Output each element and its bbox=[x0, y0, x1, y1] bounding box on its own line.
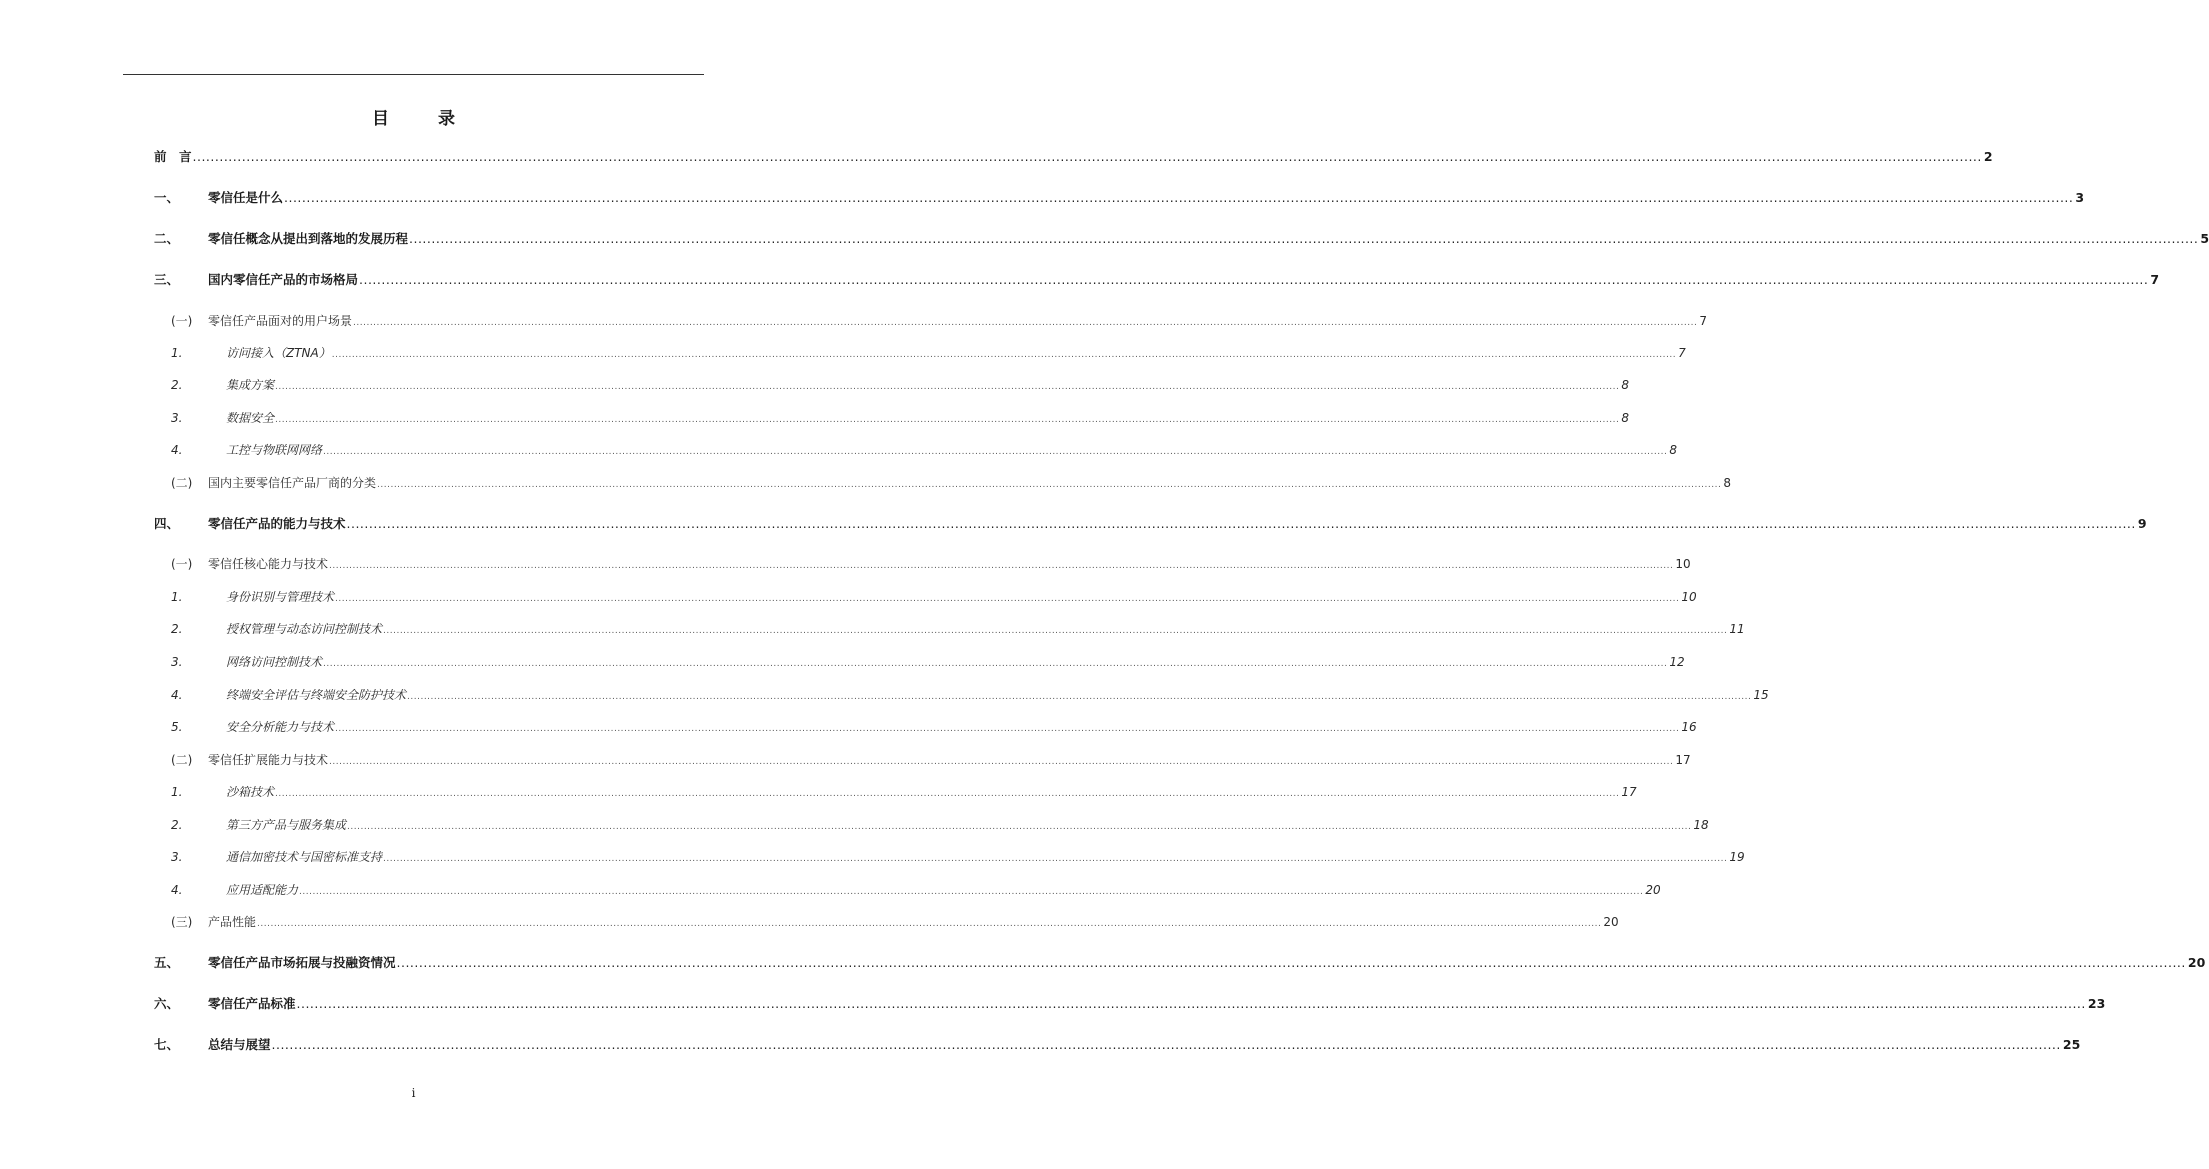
toc-entry-title: 零信任产品面对的用户场景 bbox=[208, 314, 353, 328]
toc-entry[interactable] bbox=[171, 619, 1745, 639]
toc-entry-number: 四、 bbox=[154, 516, 180, 531]
toc-entry-page: 11 bbox=[1729, 622, 1745, 636]
toc-entry[interactable] bbox=[171, 717, 1697, 737]
toc-entry-number: 3. bbox=[171, 655, 183, 669]
toc-entry-page: 7 bbox=[1678, 346, 1686, 360]
toc-entry[interactable] bbox=[154, 270, 2160, 290]
toc-entry[interactable] bbox=[171, 554, 1691, 574]
toc-entry-number: 1. bbox=[171, 590, 183, 604]
toc-entry-number: (二) bbox=[171, 753, 193, 767]
toc-entry-page: 10 bbox=[1681, 590, 1697, 604]
toc-entry[interactable] bbox=[171, 880, 1661, 900]
toc-entry-number: 七、 bbox=[154, 1037, 180, 1052]
toc-leader-dots: ................................................................................................................................................................................................................................................................................................................................................................................................................ bbox=[346, 516, 2136, 531]
toc-entry-title: 沙箱技术 bbox=[226, 785, 275, 799]
toc-leader-dots: ................................................................................................................................................................................................................................................................................................................................................................................................................ bbox=[383, 626, 1728, 636]
toc-entry[interactable] bbox=[171, 652, 1685, 672]
toc-entry-number: 三、 bbox=[154, 272, 180, 287]
toc-leader-dots: ................................................................................................................................................................................................................................................................................................................................................................................................................ bbox=[275, 789, 1620, 799]
toc-entry-title: 国内零信任产品的市场格局 bbox=[208, 272, 359, 287]
toc-entry[interactable] bbox=[154, 514, 2147, 534]
toc-entry-title: 零信任概念从提出到落地的发展历程 bbox=[208, 231, 409, 246]
toc-leader-dots: ................................................................................................................................................................................................................................................................................................................................................................................................................ bbox=[192, 149, 1982, 164]
toc-entry-title: 零信任核心能力与技术 bbox=[208, 557, 329, 571]
toc-entry-page: 10 bbox=[1675, 557, 1691, 571]
toc-entry[interactable] bbox=[171, 587, 1697, 607]
toc-leader-dots: ................................................................................................................................................................................................................................................................................................................................................................................................................ bbox=[383, 854, 1728, 864]
toc-entry-page: 23 bbox=[2087, 996, 2106, 1011]
toc-leader-dots: ................................................................................................................................................................................................................................................................................................................................................................................................................ bbox=[359, 272, 2149, 287]
toc-leader-dots: ................................................................................................................................................................................................................................................................................................................................................................................................................ bbox=[299, 887, 1644, 897]
toc-entry-page: 7 bbox=[1699, 314, 1707, 328]
toc-entry-page: 17 bbox=[1621, 785, 1637, 799]
toc-entry-title: 零信任产品标准 bbox=[208, 996, 296, 1011]
toc-entry[interactable] bbox=[171, 473, 1731, 493]
toc-entry-number: 2. bbox=[171, 622, 183, 636]
toc-entry-number: 2. bbox=[171, 818, 183, 832]
toc-entry-page: 8 bbox=[1621, 411, 1629, 425]
toc-leader-dots: ................................................................................................................................................................................................................................................................................................................................................................................................................ bbox=[347, 822, 1692, 832]
toc-leader-dots: ................................................................................................................................................................................................................................................................................................................................................................................................................ bbox=[353, 318, 1698, 328]
toc-leader-dots: ................................................................................................................................................................................................................................................................................................................................................................................................................ bbox=[284, 190, 2074, 205]
toc-entry-number: (一) bbox=[171, 314, 193, 328]
toc-leader-dots: ................................................................................................................................................................................................................................................................................................................................................................................................................ bbox=[257, 919, 1602, 929]
toc-entry-title: 零信任产品市场拓展与投融资情况 bbox=[208, 955, 396, 970]
toc-entry[interactable] bbox=[154, 994, 2106, 1014]
toc-entry[interactable] bbox=[154, 229, 2209, 249]
toc-entry-title: 终端安全评估与终端安全防护技术 bbox=[226, 688, 407, 702]
toc-entry-number: 3. bbox=[171, 411, 183, 425]
toc-entry[interactable] bbox=[154, 953, 2206, 973]
toc-title: 目 录 bbox=[372, 109, 471, 129]
toc-entry-number: 1. bbox=[171, 785, 183, 799]
toc-entry[interactable] bbox=[154, 188, 2085, 208]
toc-entry-number: 4. bbox=[171, 443, 183, 457]
toc-entry[interactable] bbox=[171, 912, 1619, 932]
toc-entry[interactable] bbox=[154, 1035, 2081, 1055]
toc-entry-page: 7 bbox=[2150, 272, 2160, 287]
toc-entry-number: 二、 bbox=[154, 231, 180, 246]
toc-leader-dots: ................................................................................................................................................................................................................................................................................................................................................................................................................ bbox=[329, 757, 1674, 767]
toc-entry-number: 4. bbox=[171, 883, 183, 897]
toc-entry-number: 3. bbox=[171, 850, 183, 864]
toc-entry-title: 数据安全 bbox=[226, 411, 275, 425]
toc-entry-number: 一、 bbox=[154, 190, 180, 205]
toc-entry[interactable] bbox=[171, 815, 1709, 835]
toc-entry-number: 4. bbox=[171, 688, 183, 702]
toc-entry-page: 15 bbox=[1753, 688, 1769, 702]
toc-entry-title: 工控与物联网网络 bbox=[226, 443, 323, 457]
toc-entry[interactable] bbox=[171, 847, 1745, 867]
page-number: i bbox=[411, 1086, 416, 1100]
toc-entry[interactable] bbox=[171, 311, 1707, 331]
toc-entry-number: (二) bbox=[171, 476, 193, 490]
toc-entry-number: 前 言 bbox=[154, 149, 192, 164]
toc-entry[interactable] bbox=[171, 375, 1629, 395]
toc-entry[interactable] bbox=[171, 782, 1637, 802]
toc-entry-page: 25 bbox=[2062, 1037, 2081, 1052]
toc-entry-page: 17 bbox=[1675, 753, 1691, 767]
toc-entry-title: 零信任产品的能力与技术 bbox=[208, 516, 346, 531]
toc-entry-title: 安全分析能力与技术 bbox=[226, 720, 335, 734]
toc-entry-page: 20 bbox=[2187, 955, 2206, 970]
toc-leader-dots: ................................................................................................................................................................................................................................................................................................................................................................................................................ bbox=[407, 692, 1752, 702]
toc-entry-title: 总结与展望 bbox=[208, 1037, 271, 1052]
toc-entry[interactable] bbox=[171, 408, 1629, 428]
toc-entry[interactable] bbox=[171, 750, 1691, 770]
toc-entry-number: (一) bbox=[171, 557, 193, 571]
toc-entry-page: 18 bbox=[1693, 818, 1709, 832]
toc-entry-title: 应用适配能力 bbox=[226, 883, 299, 897]
toc-leader-dots: ................................................................................................................................................................................................................................................................................................................................................................................................................ bbox=[275, 415, 1620, 425]
toc-entry[interactable] bbox=[171, 440, 1677, 460]
toc-entry-page: 16 bbox=[1681, 720, 1697, 734]
toc-entry[interactable] bbox=[171, 685, 1769, 705]
toc-entry-title: 第三方产品与服务集成 bbox=[226, 818, 347, 832]
toc-leader-dots: ................................................................................................................................................................................................................................................................................................................................................................................................................ bbox=[409, 231, 2199, 246]
toc-entry-page: 20 bbox=[1645, 883, 1661, 897]
toc-entry[interactable] bbox=[171, 343, 1686, 363]
toc-entry-title: 集成方案 bbox=[226, 378, 275, 392]
toc-entry-title: 通信加密技术与国密标准支持 bbox=[226, 850, 383, 864]
toc-entry-page: 3 bbox=[2075, 190, 2085, 205]
toc-entry-title: 零信任是什么 bbox=[208, 190, 284, 205]
toc-entry-page: 9 bbox=[2137, 516, 2147, 531]
toc-entry-page: 8 bbox=[1621, 378, 1629, 392]
toc-entry-number: 五、 bbox=[154, 955, 180, 970]
toc-leader-dots: ................................................................................................................................................................................................................................................................................................................................................................................................................ bbox=[396, 955, 2186, 970]
toc-leader-dots: ................................................................................................................................................................................................................................................................................................................................................................................................................ bbox=[275, 382, 1620, 392]
toc-entry-page: 20 bbox=[1603, 915, 1619, 929]
toc-leader-dots: ................................................................................................................................................................................................................................................................................................................................................................................................................ bbox=[335, 594, 1680, 604]
toc-entry-title: 网络访问控制技术 bbox=[226, 655, 323, 669]
toc-entry-page: 2 bbox=[1983, 149, 1993, 164]
toc-entry-page: 19 bbox=[1729, 850, 1745, 864]
toc-entry-page: 8 bbox=[1723, 476, 1731, 490]
toc-entry-title: 国内主要零信任产品厂商的分类 bbox=[208, 476, 377, 490]
toc-leader-dots: ................................................................................................................................................................................................................................................................................................................................................................................................................ bbox=[331, 350, 1677, 360]
toc-leader-dots: ................................................................................................................................................................................................................................................................................................................................................................................................................ bbox=[271, 1037, 2061, 1052]
toc-entry-title: 身份识别与管理技术 bbox=[226, 590, 335, 604]
toc-entry-page: 12 bbox=[1669, 655, 1685, 669]
toc-entry-number: 2. bbox=[171, 378, 183, 392]
toc-entry-page: 8 bbox=[1669, 443, 1677, 457]
toc-leader-dots: ................................................................................................................................................................................................................................................................................................................................................................................................................ bbox=[296, 996, 2086, 1011]
toc-entry-number: (三) bbox=[171, 915, 193, 929]
toc-entry-title: 访问接入（ZTNA） bbox=[226, 346, 331, 360]
toc-leader-dots: ................................................................................................................................................................................................................................................................................................................................................................................................................ bbox=[377, 480, 1722, 490]
toc-entry-number: 1. bbox=[171, 346, 183, 360]
toc-entry[interactable] bbox=[154, 147, 1993, 167]
toc-leader-dots: ................................................................................................................................................................................................................................................................................................................................................................................................................ bbox=[335, 724, 1680, 734]
toc-entry-title: 授权管理与动态访问控制技术 bbox=[226, 622, 383, 636]
toc-entry-title: 零信任扩展能力与技术 bbox=[208, 753, 329, 767]
toc-entry-number: 六、 bbox=[154, 996, 180, 1011]
toc-leader-dots: ................................................................................................................................................................................................................................................................................................................................................................................................................ bbox=[323, 447, 1668, 457]
toc-leader-dots: ................................................................................................................................................................................................................................................................................................................................................................................................................ bbox=[329, 561, 1674, 571]
toc-leader-dots: ................................................................................................................................................................................................................................................................................................................................................................................................................ bbox=[323, 659, 1668, 669]
toc-entry-page: 5 bbox=[2200, 231, 2209, 246]
toc-entry-title: 产品性能 bbox=[208, 915, 257, 929]
toc-entry-number: 5. bbox=[171, 720, 183, 734]
